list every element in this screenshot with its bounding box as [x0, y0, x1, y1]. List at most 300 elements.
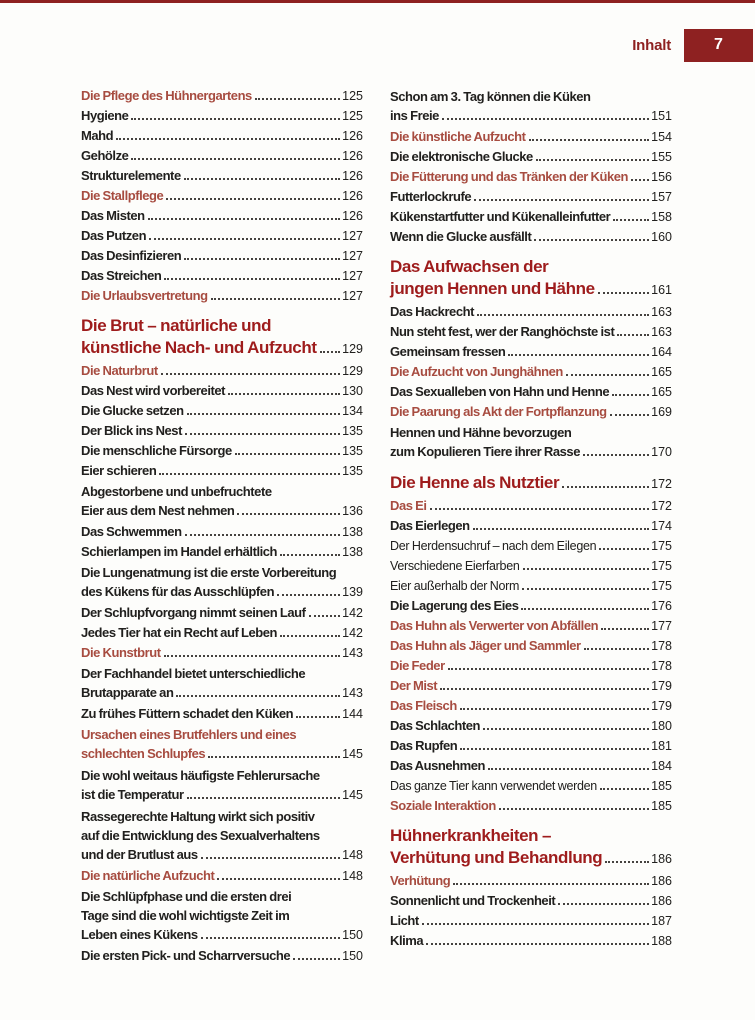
dot-leader — [131, 158, 340, 160]
dot-leader — [166, 198, 340, 200]
entry-label: Die Pflege des Hühnergartens — [81, 88, 252, 103]
dot-leader — [185, 534, 341, 536]
dot-leader — [488, 768, 649, 770]
toc-entry — [390, 496, 672, 516]
entry-page-number: 179 — [651, 679, 672, 693]
entry-label: Das Desinfizieren — [81, 248, 182, 263]
entry-page-number: 185 — [651, 799, 672, 813]
entry-label: Mahd — [81, 128, 114, 143]
entry-label: Die Glucke setzen — [81, 403, 184, 418]
entry-label: Zu frühes Füttern schadet den Küken — [81, 706, 294, 721]
dot-leader — [280, 635, 340, 637]
toc-entry — [390, 931, 672, 951]
dot-leader — [426, 943, 649, 945]
dot-leader — [600, 788, 649, 790]
toc-entry — [390, 656, 672, 676]
entry-page-number: 185 — [651, 779, 672, 793]
dot-leader — [217, 878, 340, 880]
entry-label: Die menschliche Fürsorge — [81, 443, 232, 458]
toc-entry — [81, 226, 363, 246]
toc-entry — [81, 361, 363, 381]
toc-entry — [81, 562, 363, 603]
dot-leader — [187, 797, 341, 799]
dot-leader — [610, 414, 650, 416]
entry-page-number: 155 — [651, 150, 672, 164]
entry-page-number: 174 — [651, 519, 672, 533]
entry-label-line: Die Lungenatmung ist die erste Vorbereitung — [81, 565, 337, 580]
toc-entry — [81, 266, 363, 286]
dot-leader — [521, 608, 649, 610]
entry-page-number: 144 — [342, 707, 363, 721]
toc-entry — [390, 676, 672, 696]
entry-label: Klima — [390, 933, 424, 948]
entry-label: Das Ausnehmen — [390, 758, 486, 773]
toc-entry — [81, 146, 363, 166]
entry-label: Gemeinsam fressen — [390, 344, 506, 359]
entry-page-number: 163 — [651, 325, 672, 339]
dot-leader — [448, 668, 649, 670]
entry-label-line: Das Aufwachsen der — [390, 257, 549, 276]
entry-page-number: 165 — [651, 365, 672, 379]
dot-leader — [422, 923, 649, 925]
entry-page-number: 129 — [342, 364, 363, 378]
entry-label-line: Die wohl weitaus häufigste Fehlerursache — [81, 768, 320, 783]
entry-label: Verhütung — [390, 873, 451, 888]
entry-label: Hygiene — [81, 108, 129, 123]
toc-entry — [81, 315, 363, 359]
dot-leader — [613, 219, 649, 221]
toc-entry — [390, 616, 672, 636]
dot-leader — [116, 138, 340, 140]
entry-page-number: 178 — [651, 639, 672, 653]
toc-entry — [81, 542, 363, 562]
dot-leader — [235, 453, 340, 455]
dot-leader — [499, 808, 649, 810]
toc-entry — [390, 342, 672, 362]
toc-entry — [390, 402, 672, 422]
entry-label: Schierlampen im Handel erhältlich — [81, 544, 278, 559]
dot-leader — [631, 179, 649, 181]
running-header — [632, 28, 755, 62]
entry-label: ist die Temperatur — [81, 787, 184, 802]
entry-page-number: 157 — [651, 190, 672, 204]
dot-leader — [477, 314, 649, 316]
dot-leader — [508, 354, 649, 356]
entry-page-number: 127 — [342, 229, 363, 243]
entry-page-number: 126 — [342, 189, 363, 203]
entry-label-line: Tage sind die wohl wichtigste Zeit im — [81, 908, 290, 923]
toc-entry — [81, 724, 363, 765]
entry-page-number: 184 — [651, 759, 672, 773]
page-number-box — [684, 29, 753, 62]
entry-label-line: Rassegerechte Haltung wirkt sich positiv — [81, 809, 315, 824]
dot-leader — [164, 278, 340, 280]
toc-entry — [81, 522, 363, 542]
entry-label-line: Hennen und Hähne bevorzugen — [390, 425, 572, 440]
dot-leader — [473, 528, 650, 530]
entry-page-number: 165 — [651, 385, 672, 399]
dot-leader — [149, 238, 340, 240]
entry-page-number: 134 — [342, 404, 363, 418]
entry-label: Die Naturbrut — [81, 363, 158, 378]
entry-label: Das Sexualleben von Hahn und Henne — [390, 384, 610, 399]
dot-leader — [453, 883, 649, 885]
entry-page-number: 151 — [651, 109, 672, 123]
entry-label: des Kükens für das Ausschlüpfen — [81, 584, 275, 599]
toc-entry — [81, 381, 363, 401]
dot-leader — [237, 513, 340, 515]
entry-page-number: 150 — [342, 949, 363, 963]
toc-entry — [81, 663, 363, 704]
dot-leader — [529, 139, 650, 141]
entry-label: Nun steht fest, wer der Ranghöchste ist — [390, 324, 615, 339]
dot-leader — [159, 473, 340, 475]
dot-leader — [148, 218, 341, 220]
entry-label: und der Brutlust aus — [81, 847, 198, 862]
dot-leader — [474, 199, 649, 201]
entry-label: Die Feder — [390, 658, 445, 673]
entry-label: Strukturelemente — [81, 168, 181, 183]
dot-leader — [161, 373, 340, 375]
entry-page-number: 145 — [342, 747, 363, 761]
toc-entry — [81, 206, 363, 226]
dot-leader — [598, 292, 650, 294]
dot-leader — [430, 508, 650, 510]
entry-page-number: 179 — [651, 699, 672, 713]
toc-columns — [81, 86, 672, 966]
toc-entry — [390, 756, 672, 776]
dot-leader — [558, 903, 649, 905]
toc-entry — [390, 796, 672, 816]
toc-entry — [390, 302, 672, 322]
toc-entry — [81, 886, 363, 946]
toc-entry — [390, 636, 672, 656]
dot-leader — [309, 615, 341, 617]
toc-entry — [81, 866, 363, 886]
entry-page-number: 138 — [342, 545, 363, 559]
toc-entry — [390, 322, 672, 342]
entry-label: Gehölze — [81, 148, 129, 163]
entry-page-number: 186 — [651, 874, 672, 888]
dot-leader — [523, 568, 650, 570]
entry-label: Die ersten Pick- und Scharrversuche — [81, 948, 291, 963]
dot-leader — [612, 394, 649, 396]
toc-entry — [81, 246, 363, 266]
dot-leader — [534, 239, 649, 241]
entry-page-number: 139 — [342, 585, 363, 599]
toc-entry — [81, 603, 363, 623]
dot-leader — [536, 159, 649, 161]
dot-leader — [293, 958, 340, 960]
entry-page-number: 177 — [651, 619, 672, 633]
entry-page-number: 150 — [342, 928, 363, 942]
entry-page-number: 175 — [651, 559, 672, 573]
toc-entry — [81, 401, 363, 421]
entry-label: künstliche Nach- und Aufzucht — [81, 338, 317, 357]
entry-label: ins Freie — [390, 108, 439, 123]
entry-page-number: 158 — [651, 210, 672, 224]
toc-entry — [390, 382, 672, 402]
entry-page-number: 172 — [651, 477, 672, 491]
entry-label-line: Hühnerkrankheiten – — [390, 826, 552, 845]
entry-label: Das ganze Tier kann verwendet werden — [390, 779, 597, 793]
toc-entry — [390, 716, 672, 736]
entry-label: Leben eines Kükens — [81, 927, 198, 942]
entry-page-number: 175 — [651, 539, 672, 553]
dot-leader — [483, 728, 649, 730]
entry-label: Das Huhn als Jäger und Sammler — [390, 638, 581, 653]
entry-label-line: auf die Entwicklung des Sexualverhaltens — [81, 828, 320, 843]
toc-entry — [81, 186, 363, 206]
entry-label: Wenn die Glucke ausfällt — [390, 229, 532, 244]
toc-entry — [81, 166, 363, 186]
toc-entry — [81, 421, 363, 441]
entry-label: Der Blick ins Nest — [81, 423, 182, 438]
entry-label: Das Schwemmen — [81, 524, 182, 539]
toc-column-right — [390, 86, 672, 966]
entry-page-number: 127 — [342, 269, 363, 283]
entry-label: Jedes Tier hat ein Recht auf Leben — [81, 625, 278, 640]
entry-label: Verschiedene Eierfarben — [390, 559, 520, 573]
entry-page-number: 125 — [342, 89, 363, 103]
entry-page-number: 154 — [651, 130, 672, 144]
entry-page-number: 187 — [651, 914, 672, 928]
toc-entry — [390, 167, 672, 187]
entry-label: Die Paarung als Akt der Fortpflanzung — [390, 404, 607, 419]
dot-leader — [562, 486, 649, 488]
entry-label-line: Ursachen eines Brutfehlers und eines — [81, 727, 297, 742]
toc-entry — [81, 461, 363, 481]
toc-entry — [390, 776, 672, 796]
toc-entry — [390, 596, 672, 616]
toc-entry — [390, 147, 672, 167]
entry-label: Eier außerhalb der Norm — [390, 579, 520, 593]
entry-label: Eier schieren — [81, 463, 157, 478]
toc-entry — [81, 286, 363, 306]
dot-leader — [164, 655, 341, 657]
entry-page-number: 175 — [651, 579, 672, 593]
toc-entry — [81, 946, 363, 966]
dot-leader — [187, 413, 341, 415]
dot-leader — [228, 393, 340, 395]
dot-leader — [583, 454, 649, 456]
entry-page-number: 164 — [651, 345, 672, 359]
dot-leader — [176, 695, 340, 697]
entry-page-number: 143 — [342, 646, 363, 660]
entry-label: Das Schlachten — [390, 718, 481, 733]
toc-entry — [390, 536, 672, 556]
dot-leader — [184, 258, 340, 260]
entry-page-number: 143 — [342, 686, 363, 700]
entry-label: Die Urlaubsvertretung — [81, 288, 208, 303]
toc-entry — [390, 516, 672, 536]
dot-leader — [277, 594, 340, 596]
entry-label: Das Eierlegen — [390, 518, 470, 533]
entry-label: Kükenstartfutter und Kükenalleinfutter — [390, 209, 611, 224]
entry-label: Der Herdensuchruf – nach dem Eilegen — [390, 539, 597, 553]
entry-page-number: 188 — [651, 934, 672, 948]
entry-label: schlechten Schlupfes — [81, 746, 206, 761]
entry-label-line: Die Brut – natürliche und — [81, 316, 272, 335]
toc-entry — [81, 806, 363, 866]
entry-page-number: 126 — [342, 129, 363, 143]
entry-page-number: 161 — [651, 283, 672, 297]
entry-page-number: 136 — [342, 504, 363, 518]
entry-label: Futterlockrufe — [390, 189, 472, 204]
entry-label: Das Ei — [390, 498, 427, 513]
entry-page-number: 170 — [651, 445, 672, 459]
entry-page-number: 135 — [342, 424, 363, 438]
entry-page-number: 180 — [651, 719, 672, 733]
entry-label: Die Lagerung des Eies — [390, 598, 519, 613]
toc-entry — [390, 86, 672, 127]
entry-page-number: 125 — [342, 109, 363, 123]
entry-label: Das Rupfen — [390, 738, 458, 753]
entry-page-number: 127 — [342, 289, 363, 303]
dot-leader — [184, 178, 340, 180]
dot-leader — [601, 628, 649, 630]
entry-page-number: 142 — [342, 626, 363, 640]
entry-page-number: 160 — [651, 230, 672, 244]
toc-entry — [81, 704, 363, 724]
toc-entry — [390, 736, 672, 756]
toc-entry — [390, 871, 672, 891]
toc-entry — [81, 643, 363, 663]
entry-label-line: Der Fachhandel bietet unterschiedliche — [81, 666, 306, 681]
dot-leader — [584, 648, 650, 650]
dot-leader — [566, 374, 649, 376]
entry-page-number: 126 — [342, 149, 363, 163]
toc-entry — [390, 472, 672, 494]
entry-label: Soziale Interaktion — [390, 798, 496, 813]
entry-label: Die elektronische Glucke — [390, 149, 533, 164]
dot-leader — [280, 554, 340, 556]
entry-label: Die Stallpflege — [81, 188, 164, 203]
entry-label: zum Kopulieren Tiere ihrer Rasse — [390, 444, 580, 459]
dot-leader — [131, 118, 340, 120]
entry-label: Licht — [390, 913, 419, 928]
entry-page-number: 156 — [651, 170, 672, 184]
entry-page-number: 186 — [651, 852, 672, 866]
entry-label: Das Misten — [81, 208, 145, 223]
entry-page-number: 148 — [342, 848, 363, 862]
entry-label: Die Henne als Nutztier — [390, 473, 560, 492]
entry-label: Die natürliche Aufzucht — [81, 868, 215, 883]
entry-page-number: 178 — [651, 659, 672, 673]
entry-label: Die Kunstbrut — [81, 645, 161, 660]
toc-entry — [390, 227, 672, 247]
entry-page-number: 172 — [651, 499, 672, 513]
toc-entry — [81, 86, 363, 106]
entry-page-number: 181 — [651, 739, 672, 753]
toc-entry — [390, 576, 672, 596]
top-rule — [0, 0, 755, 3]
dot-leader — [460, 708, 649, 710]
entry-page-number: 142 — [342, 606, 363, 620]
dot-leader — [201, 857, 341, 859]
entry-label: Das Fleisch — [390, 698, 457, 713]
entry-page-number: 186 — [651, 894, 672, 908]
entry-page-number: 169 — [651, 405, 672, 419]
entry-page-number: 148 — [342, 869, 363, 883]
dot-leader — [605, 861, 649, 863]
entry-page-number: 145 — [342, 788, 363, 802]
entry-page-number: 127 — [342, 249, 363, 263]
entry-label: Sonnenlicht und Trockenheit — [390, 893, 556, 908]
toc-entry — [81, 481, 363, 522]
dot-leader — [522, 588, 649, 590]
page-number: 7 — [714, 36, 723, 53]
dot-leader — [185, 433, 340, 435]
toc-entry — [81, 126, 363, 146]
toc-entry — [81, 623, 363, 643]
toc-entry — [81, 765, 363, 806]
entry-label: Das Hackrecht — [390, 304, 474, 319]
entry-page-number: 176 — [651, 599, 672, 613]
toc-entry — [390, 256, 672, 300]
entry-label: Verhütung und Behandlung — [390, 848, 603, 867]
dot-leader — [201, 937, 341, 939]
dot-leader — [440, 688, 649, 690]
entry-label: Das Streichen — [81, 268, 162, 283]
toc-entry — [390, 556, 672, 576]
toc-entry — [390, 127, 672, 147]
toc-entry — [390, 696, 672, 716]
entry-page-number: 138 — [342, 525, 363, 539]
toc-column-left — [81, 86, 363, 966]
entry-label: Das Putzen — [81, 228, 147, 243]
entry-label-line: Abgestorbene und unbefruchtete — [81, 484, 272, 499]
toc-entry — [390, 207, 672, 227]
entry-page-number: 163 — [651, 305, 672, 319]
entry-label: Der Schlupfvorgang nimmt seinen Lauf — [81, 605, 306, 620]
dot-leader — [599, 548, 649, 550]
entry-page-number: 135 — [342, 444, 363, 458]
entry-page-number: 129 — [342, 342, 363, 356]
entry-label: Die Aufzucht von Junghähnen — [390, 364, 563, 379]
entry-page-number: 130 — [342, 384, 363, 398]
entry-label: Die künstliche Aufzucht — [390, 129, 526, 144]
dot-leader — [255, 98, 340, 100]
toc-entry — [390, 825, 672, 869]
dot-leader — [320, 351, 341, 353]
toc-entry — [390, 422, 672, 463]
toc-entry — [390, 362, 672, 382]
dot-leader — [442, 118, 649, 120]
entry-label: Der Mist — [390, 678, 438, 693]
entry-page-number: 126 — [342, 209, 363, 223]
entry-label: Das Huhn als Verwerter von Abfällen — [390, 618, 599, 633]
dot-leader — [296, 716, 340, 718]
entry-label: jungen Hennen und Hähne — [390, 279, 595, 298]
dot-leader — [208, 756, 340, 758]
dot-leader — [460, 748, 649, 750]
dot-leader — [617, 334, 649, 336]
toc-entry — [390, 891, 672, 911]
toc-entry — [81, 106, 363, 126]
entry-page-number: 135 — [342, 464, 363, 478]
entry-label: Eier aus dem Nest nehmen — [81, 503, 235, 518]
entry-label: Brutapparate an — [81, 685, 174, 700]
entry-label: Die Fütterung und das Tränken der Küken — [390, 169, 629, 184]
dot-leader — [211, 298, 341, 300]
entry-label: Das Nest wird vorbereitet — [81, 383, 226, 398]
toc-entry — [390, 911, 672, 931]
toc-entry — [81, 441, 363, 461]
entry-page-number: 126 — [342, 169, 363, 183]
entry-label-line: Die Schlüpfphase und die ersten drei — [81, 889, 292, 904]
running-header-label: Inhalt — [632, 36, 671, 54]
